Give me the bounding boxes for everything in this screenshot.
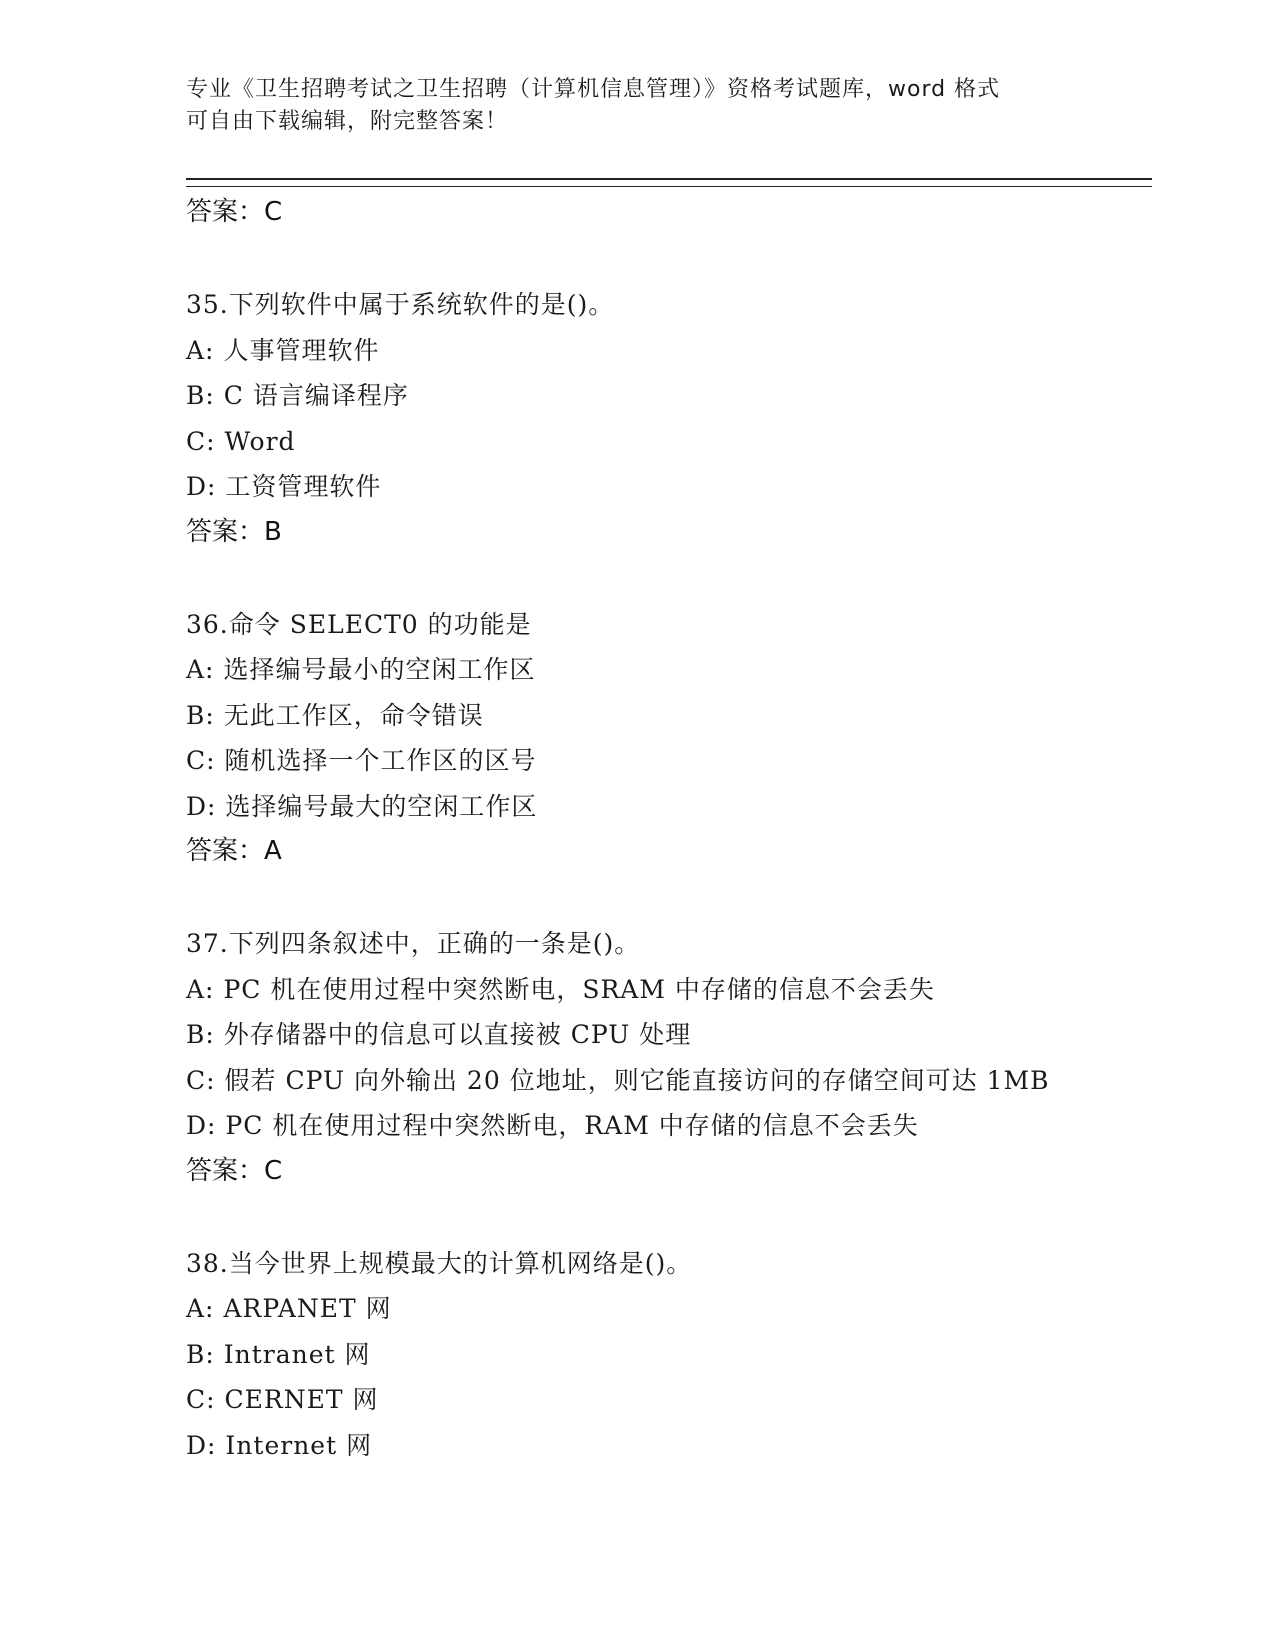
question-stem — [186, 602, 1186, 648]
option-text: PC 机在使用过程中突然断电，SRAM 中存储的信息不会丢失 — [223, 974, 935, 1004]
option-b — [186, 693, 1186, 739]
question-stem — [186, 921, 1186, 967]
option-text: 无此工作区，命令错误 — [223, 700, 484, 730]
question-number: 37. — [186, 929, 229, 958]
option-text: Intranet 网 — [223, 1339, 371, 1369]
answer-line: 答案：C — [186, 197, 283, 227]
option-label: D: — [186, 791, 217, 821]
option-label: A: — [186, 655, 215, 684]
option-text: Word — [224, 426, 296, 456]
option-b — [186, 1332, 1186, 1378]
option-a — [186, 328, 1186, 374]
option-text: CERNET 网 — [224, 1385, 379, 1414]
header-divider — [186, 178, 1152, 187]
question-37 — [186, 921, 1186, 1193]
answer-line: 答案：A — [186, 836, 282, 866]
option-d — [186, 464, 1186, 510]
question-number: 38. — [186, 1248, 229, 1278]
question-list — [186, 190, 1186, 1468]
option-text: ARPANET 网 — [223, 1294, 392, 1323]
option-c — [186, 1377, 1186, 1423]
option-label: B: — [186, 1339, 215, 1369]
option-b — [186, 1012, 1186, 1058]
option-text: Internet 网 — [225, 1430, 373, 1460]
option-label: C: — [186, 1385, 216, 1414]
option-text: 假若 CPU 向外输出 20 位地址，则它能直接访问的存储空间可达 1MB — [224, 1065, 1050, 1095]
question-text: 命令 SELECT0 的功能是 — [228, 609, 532, 639]
option-c — [186, 419, 1186, 465]
answer-line: 答案：B — [186, 516, 282, 547]
option-d — [186, 1103, 1186, 1149]
question-text: 下列软件中属于系统软件的是()。 — [228, 290, 615, 319]
option-label: C: — [186, 1065, 216, 1095]
option-label: D: — [186, 1430, 217, 1460]
option-text: C 语言编译程序 — [223, 381, 409, 410]
option-a — [186, 967, 1186, 1013]
question-36 — [186, 602, 1186, 874]
option-text: 工资管理软件 — [225, 472, 382, 501]
option-c — [186, 738, 1186, 784]
option-d — [186, 1423, 1186, 1469]
document-header — [186, 74, 1086, 138]
option-label: A: — [186, 335, 215, 365]
option-text: 选择编号最小的空闲工作区 — [223, 655, 536, 684]
option-c — [186, 1058, 1186, 1104]
question-number: 35. — [186, 290, 229, 319]
option-a — [186, 647, 1186, 693]
option-label: D: — [186, 1111, 217, 1140]
option-b — [186, 373, 1186, 419]
option-text: 外存储器中的信息可以直接被 CPU 处理 — [223, 1020, 692, 1049]
option-text: PC 机在使用过程中突然断电，RAM 中存储的信息不会丢失 — [225, 1111, 919, 1140]
question-38 — [186, 1241, 1186, 1469]
question-stem — [186, 1241, 1186, 1287]
option-text: 选择编号最大的空闲工作区 — [225, 791, 538, 821]
option-label: D: — [186, 472, 217, 501]
question-35 — [186, 282, 1186, 554]
option-label: C: — [186, 746, 216, 775]
option-text: 人事管理软件 — [223, 335, 380, 365]
option-d — [186, 784, 1186, 830]
question-text: 下列四条叙述中，正确的一条是()。 — [228, 929, 641, 958]
option-label: A: — [186, 974, 215, 1004]
option-a — [186, 1286, 1186, 1332]
option-label: C: — [186, 426, 216, 456]
option-label: A: — [186, 1294, 215, 1323]
answer-line: 答案：C — [186, 1155, 283, 1186]
option-label: B: — [186, 1020, 215, 1049]
question-text: 当今世界上规模最大的计算机网络是()。 — [228, 1248, 693, 1278]
question-number: 36. — [186, 609, 229, 639]
header-line-1: 专业《卫生招聘考试之卫生招聘（计算机信息管理）》资格考试题库，word 格式 — [186, 77, 1001, 102]
option-label: B: — [186, 381, 215, 410]
question-stem — [186, 282, 1186, 328]
header-line-2: 可自由下载编辑，附完整答案！ — [186, 109, 509, 134]
option-label: B: — [186, 700, 215, 730]
option-text: 随机选择一个工作区的区号 — [224, 746, 537, 775]
